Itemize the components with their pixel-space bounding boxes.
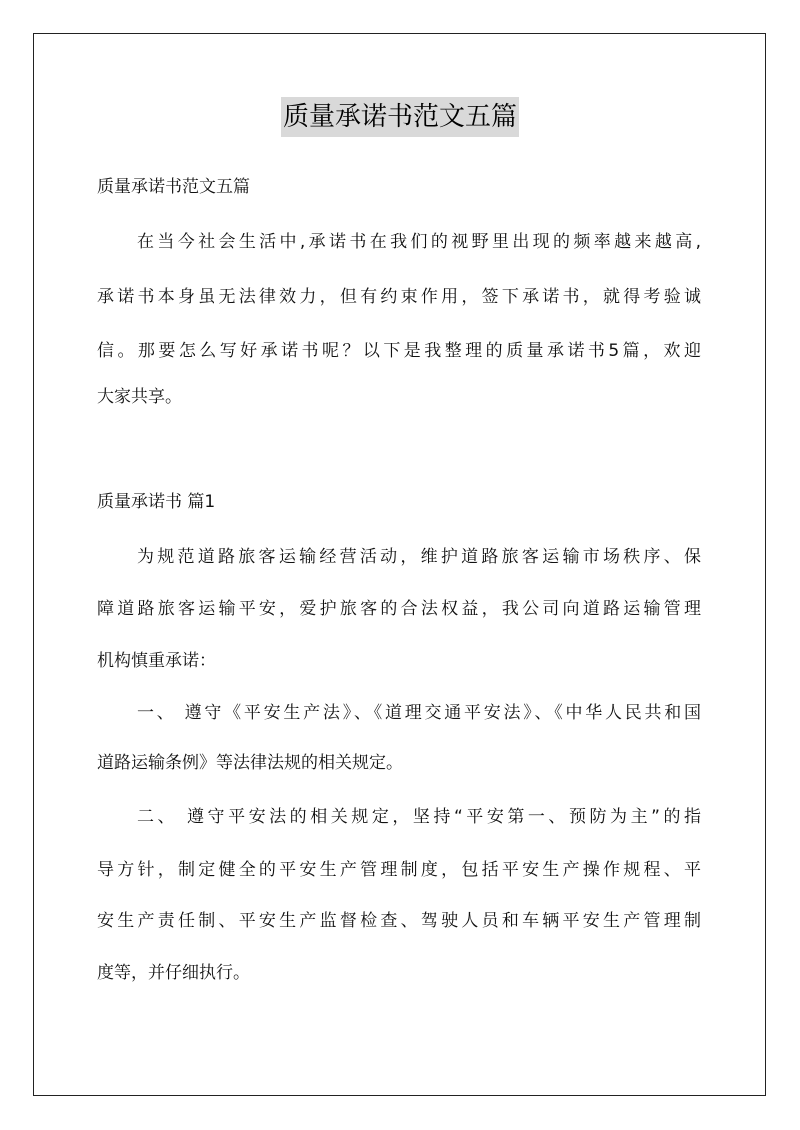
section1-heading: 质量承诺书 篇1 bbox=[97, 492, 216, 512]
item2-line-3: 安生产责任制、平安生产监督检查、驾驶人员和车辆平安生产管理制 bbox=[97, 911, 701, 931]
item2-line-4: 度等，并仔细执行。 bbox=[97, 963, 250, 983]
item1-line-2: 道路运输条例》等法律法规的相关规定。 bbox=[97, 753, 403, 773]
section1-para-line-3: 机构慎重承诺： bbox=[97, 651, 216, 671]
document-title: 质量承诺书范文五篇 bbox=[281, 97, 519, 137]
item2-line-2: 导方针，制定健全的平安生产管理制度，包括平安生产操作规程、平 bbox=[97, 860, 701, 880]
item2-line-1: 二、 遵守平安法的相关规定，坚持“平安第一、预防为主”的指 bbox=[137, 807, 701, 827]
intro-line-1: 在当今社会生活中,承诺书在我们的视野里出现的频率越来越高, bbox=[137, 232, 701, 252]
section1-para-line-2: 障道路旅客运输平安，爱护旅客的合法权益，我公司向道路运输管理 bbox=[97, 599, 701, 619]
subtitle: 质量承诺书范文五篇 bbox=[97, 177, 250, 197]
intro-line-4: 大家共享。 bbox=[97, 387, 182, 407]
section1-para-line-1: 为规范道路旅客运输经营活动，维护道路旅客运输市场秩序、保 bbox=[137, 547, 701, 567]
title-container bbox=[0, 97, 800, 137]
intro-line-3: 信。那要怎么写好承诺书呢？以下是我整理的质量承诺书5篇，欢迎 bbox=[97, 341, 701, 361]
item1-line-1: 一、 遵守《平安生产法》、《道理交通平安法》、《中华人民共和国 bbox=[137, 703, 701, 723]
intro-line-2: 承诺书本身虽无法律效力，但有约束作用，签下承诺书，就得考验诚 bbox=[97, 287, 701, 307]
